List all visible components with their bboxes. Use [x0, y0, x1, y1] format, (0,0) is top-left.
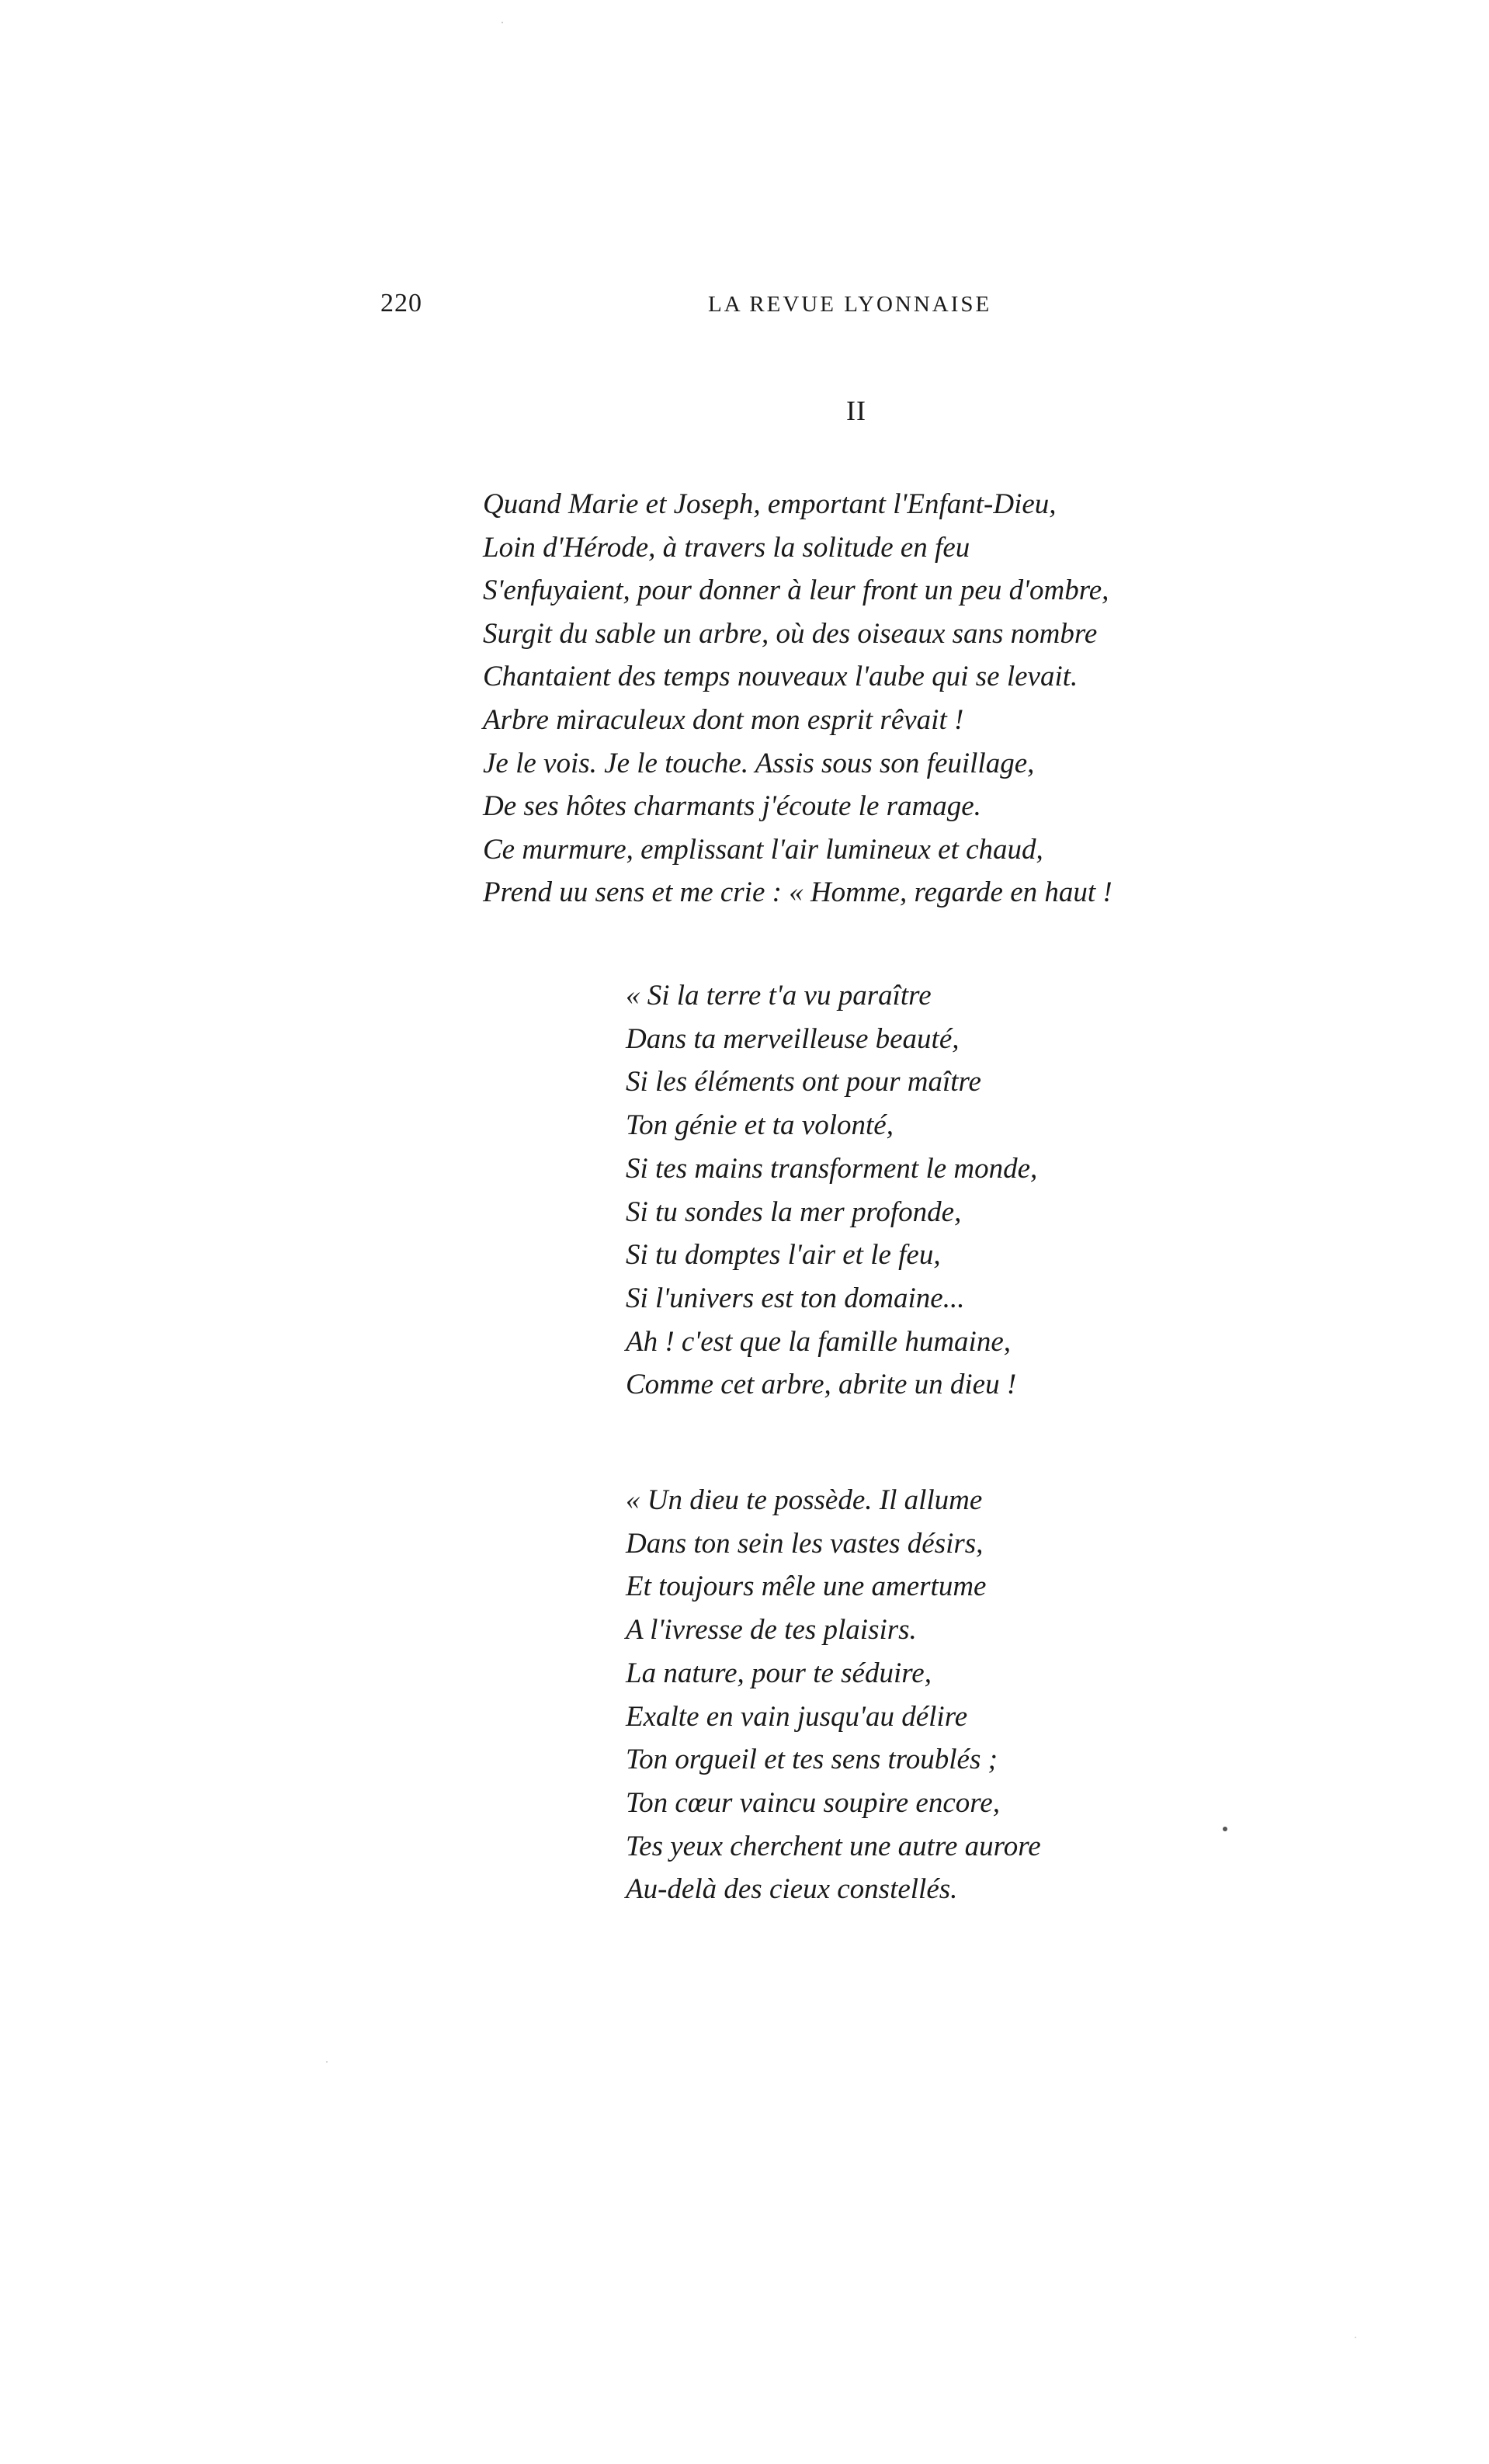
verse-line: Chantaient des temps nouveaux l'aube qui se levait.	[483, 661, 1078, 693]
verse-line: « Si la terre t'a vu paraître	[626, 980, 932, 1012]
poem-intro-stanza	[483, 483, 1112, 914]
verse-line: Si les éléments ont pour maître	[626, 1066, 981, 1098]
poem-stanza-1	[626, 974, 1037, 1407]
verse-line: Prend uu sens et me crie : « Homme, regarde en haut !	[483, 876, 1112, 909]
scan-speck	[1355, 2337, 1356, 2338]
verse-line: Ton orgueil et tes sens troublés ;	[626, 1744, 998, 1776]
scan-speck	[326, 2061, 328, 2063]
verse-line: Si l'univers est ton domaine...	[626, 1282, 965, 1314]
verse-line: Dans ta merveilleuse beauté,	[626, 1022, 960, 1055]
verse-line: A l'ivresse de tes plaisirs.	[626, 1614, 917, 1647]
verse-line: Je le vois. Je le touche. Assis sous son feuillage,	[483, 747, 1035, 779]
verse-line: Ton cœur vaincu soupire encore,	[626, 1786, 1000, 1819]
verse-line: La nature, pour te séduire,	[626, 1657, 932, 1689]
scan-speck	[1223, 1827, 1227, 1831]
verse-line: Au-delà des cieux constellés.	[626, 1873, 958, 1906]
verse-line: Ce murmure, emplissant l'air lumineux et chaud,	[483, 833, 1043, 866]
verse-line: Si tes mains transforment le monde,	[626, 1152, 1038, 1185]
verse-line: Et toujours mêle une amertume	[626, 1570, 987, 1603]
scan-speck	[502, 22, 503, 23]
running-head	[0, 289, 1489, 328]
verse-line: De ses hôtes charmants j'écoute le ramage.	[483, 790, 981, 823]
verse-line: Si tu sondes la mer profonde,	[626, 1196, 962, 1228]
poem-stanza-2	[626, 1479, 1041, 1911]
verse-line: Quand Marie et Joseph, emportant l'Enfant-Dieu,	[483, 488, 1057, 520]
page-number: 220	[380, 289, 422, 318]
verse-line: Ton génie et ta volonté,	[626, 1109, 894, 1142]
verse-line: Exalte en vain jusqu'au délire	[626, 1700, 968, 1733]
verse-line: Surgit du sable un arbre, où des oiseaux sans nombre	[483, 617, 1098, 650]
verse-line: Si tu domptes l'air et le feu,	[626, 1239, 941, 1272]
section-numeral: II	[846, 395, 866, 426]
verse-line: Arbre miraculeux dont mon esprit rêvait !	[483, 703, 964, 736]
verse-line: S'enfuyaient, pour donner à leur front un peu d'ombre,	[483, 574, 1109, 607]
verse-line: Dans ton sein les vastes désirs,	[626, 1527, 984, 1560]
journal-title: LA REVUE LYONNAISE	[708, 292, 992, 317]
verse-line: Comme cet arbre, abrite un dieu !	[626, 1369, 1017, 1401]
verse-line: Loin d'Hérode, à travers la solitude en feu	[483, 531, 970, 564]
verse-line: « Un dieu te possède. Il allume	[626, 1484, 983, 1516]
verse-line: Tes yeux cherchent une autre aurore	[626, 1830, 1041, 1862]
verse-line: Ah ! c'est que la famille humaine,	[626, 1325, 1011, 1358]
